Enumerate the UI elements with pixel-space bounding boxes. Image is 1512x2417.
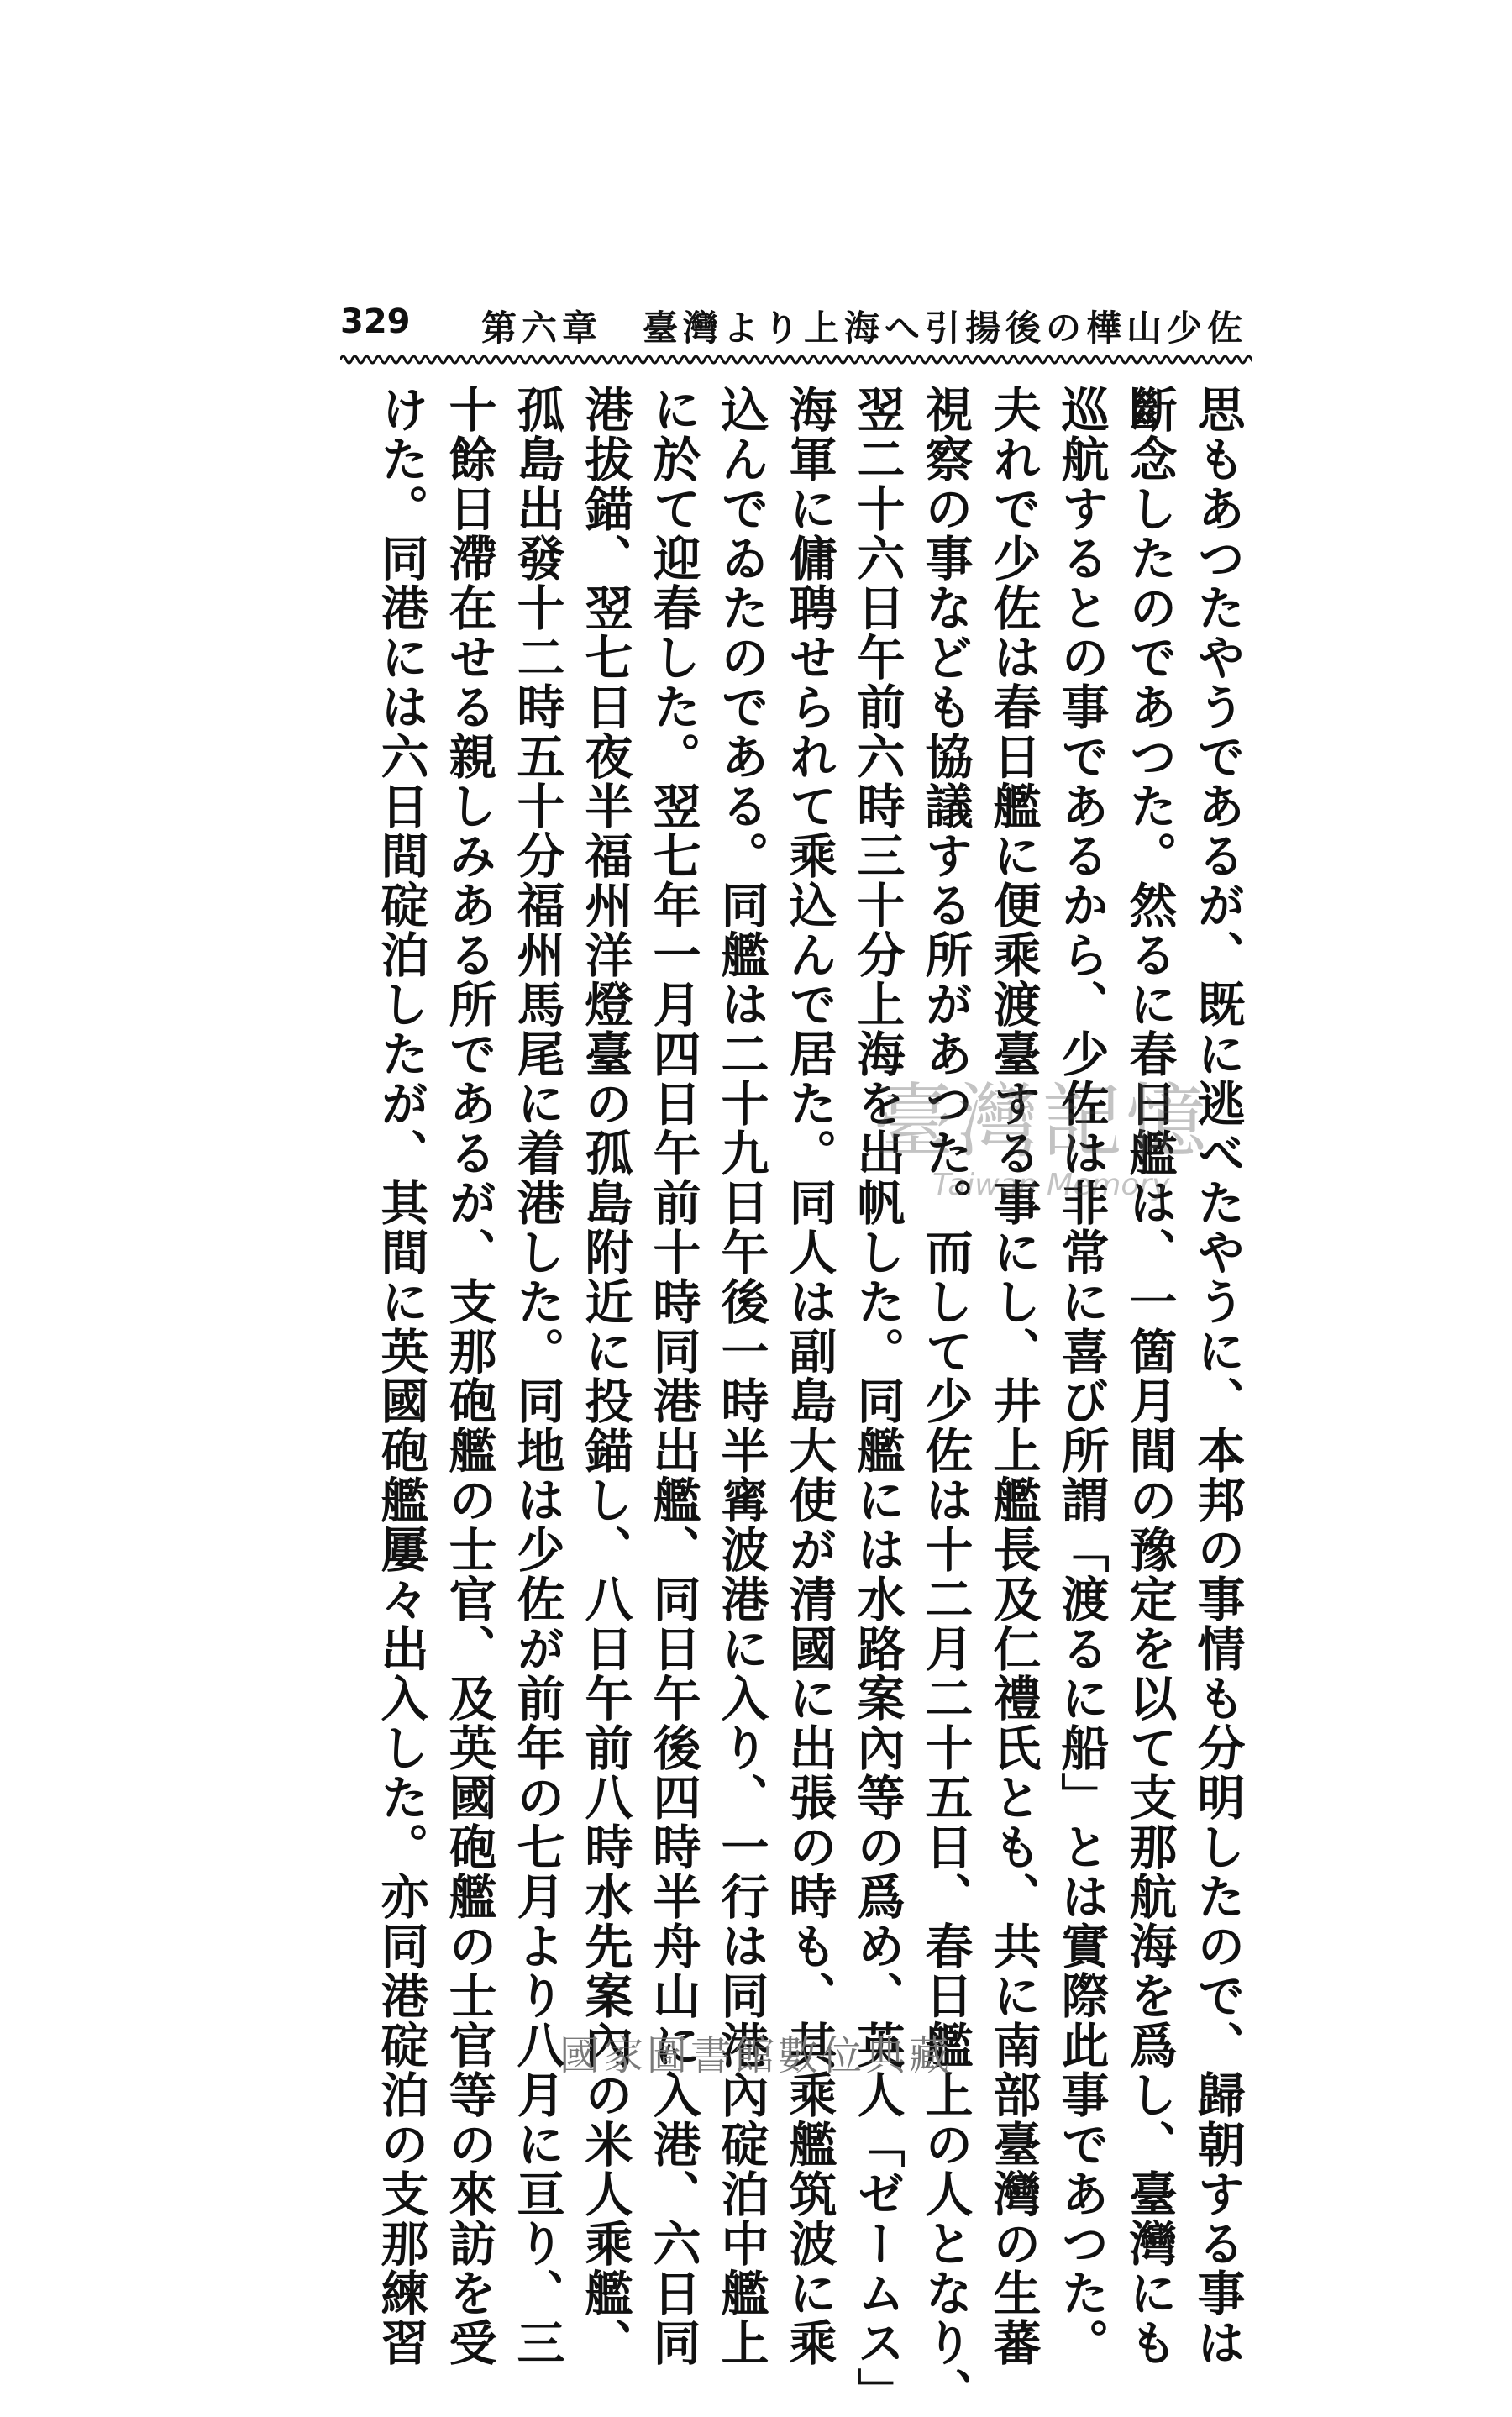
- text-column: 十餘日滯在せる親しみある所であるが、支那砲艦の士官、及英國砲艦の士官等の來訪を受: [441, 385, 497, 2367]
- text-column: 込んでゐたのである。同艦は二十九日午後一時半寗波港に入り、一行は同港內碇泊中艦上: [713, 385, 769, 2367]
- page-number: 329: [340, 302, 411, 341]
- text-column: に於て迎春した。翌七年一月四日午前十時同港出艦、同日午後四時半舟山に入港、六日同: [645, 385, 701, 2367]
- text-column: 視察の事なども協議する所があつた。而して少佐は十二月二十五日、春日艦上の人となり、: [917, 385, 974, 2417]
- library-footer: 國家圖書館數位典藏: [559, 2032, 953, 2079]
- watermark-text: 臺灣記憶: [874, 1075, 1210, 1169]
- text-column: けた。同港には六日間碇泊したが、其間に英國砲艦屢々出入した。亦同港碇泊の支那練習: [373, 385, 429, 2367]
- wavy-divider: [340, 351, 1252, 368]
- text-column: 巡航するとの事であるから、少佐は非常に喜び所謂「渡るに船」とは實際此事であつた。: [1053, 385, 1110, 2367]
- text-column: 夫れで少佐は春日艦に便乘渡臺する事にし、井上艦長及仁禮氏とも、共に南部臺灣の生蕃: [985, 385, 1042, 2367]
- text-column: 思もあつたやうであるが、既に逃べたやうに、本邦の事情も分明したので、歸朝する事は: [1189, 385, 1246, 2367]
- text-column: 海軍に傭聘せられて乘込んで居た。同人は副島大使が清國に出張の時も、其乘艦筑波に乘: [781, 385, 837, 2367]
- text-column: 孤島出發十二時五十分福州馬尾に着港した。同地は少佐が前年の七月より八月に亘り、三: [509, 385, 565, 2367]
- text-column: 斷念したのであつた。然るに春日艦は、一箇月間の豫定を以て支那航海を爲し、臺灣にも: [1121, 385, 1178, 2367]
- text-column: 港拔錨、翌七日夜半福州洋燈臺の孤島附近に投錨し、八日午前八時水先案內の米人乘艦、: [577, 385, 633, 2367]
- text-column: 翌二十六日午前六時三十分上海を出帆した。同艦には水路案內等の爲め、英人「ゼームス」: [849, 385, 906, 2417]
- watermark: [874, 1075, 1226, 1227]
- watermark-subtext: Taiwan Memory: [932, 1168, 1170, 1202]
- chapter-title: 第六章 臺灣より上海へ引揚後の樺山少佐: [480, 307, 1247, 349]
